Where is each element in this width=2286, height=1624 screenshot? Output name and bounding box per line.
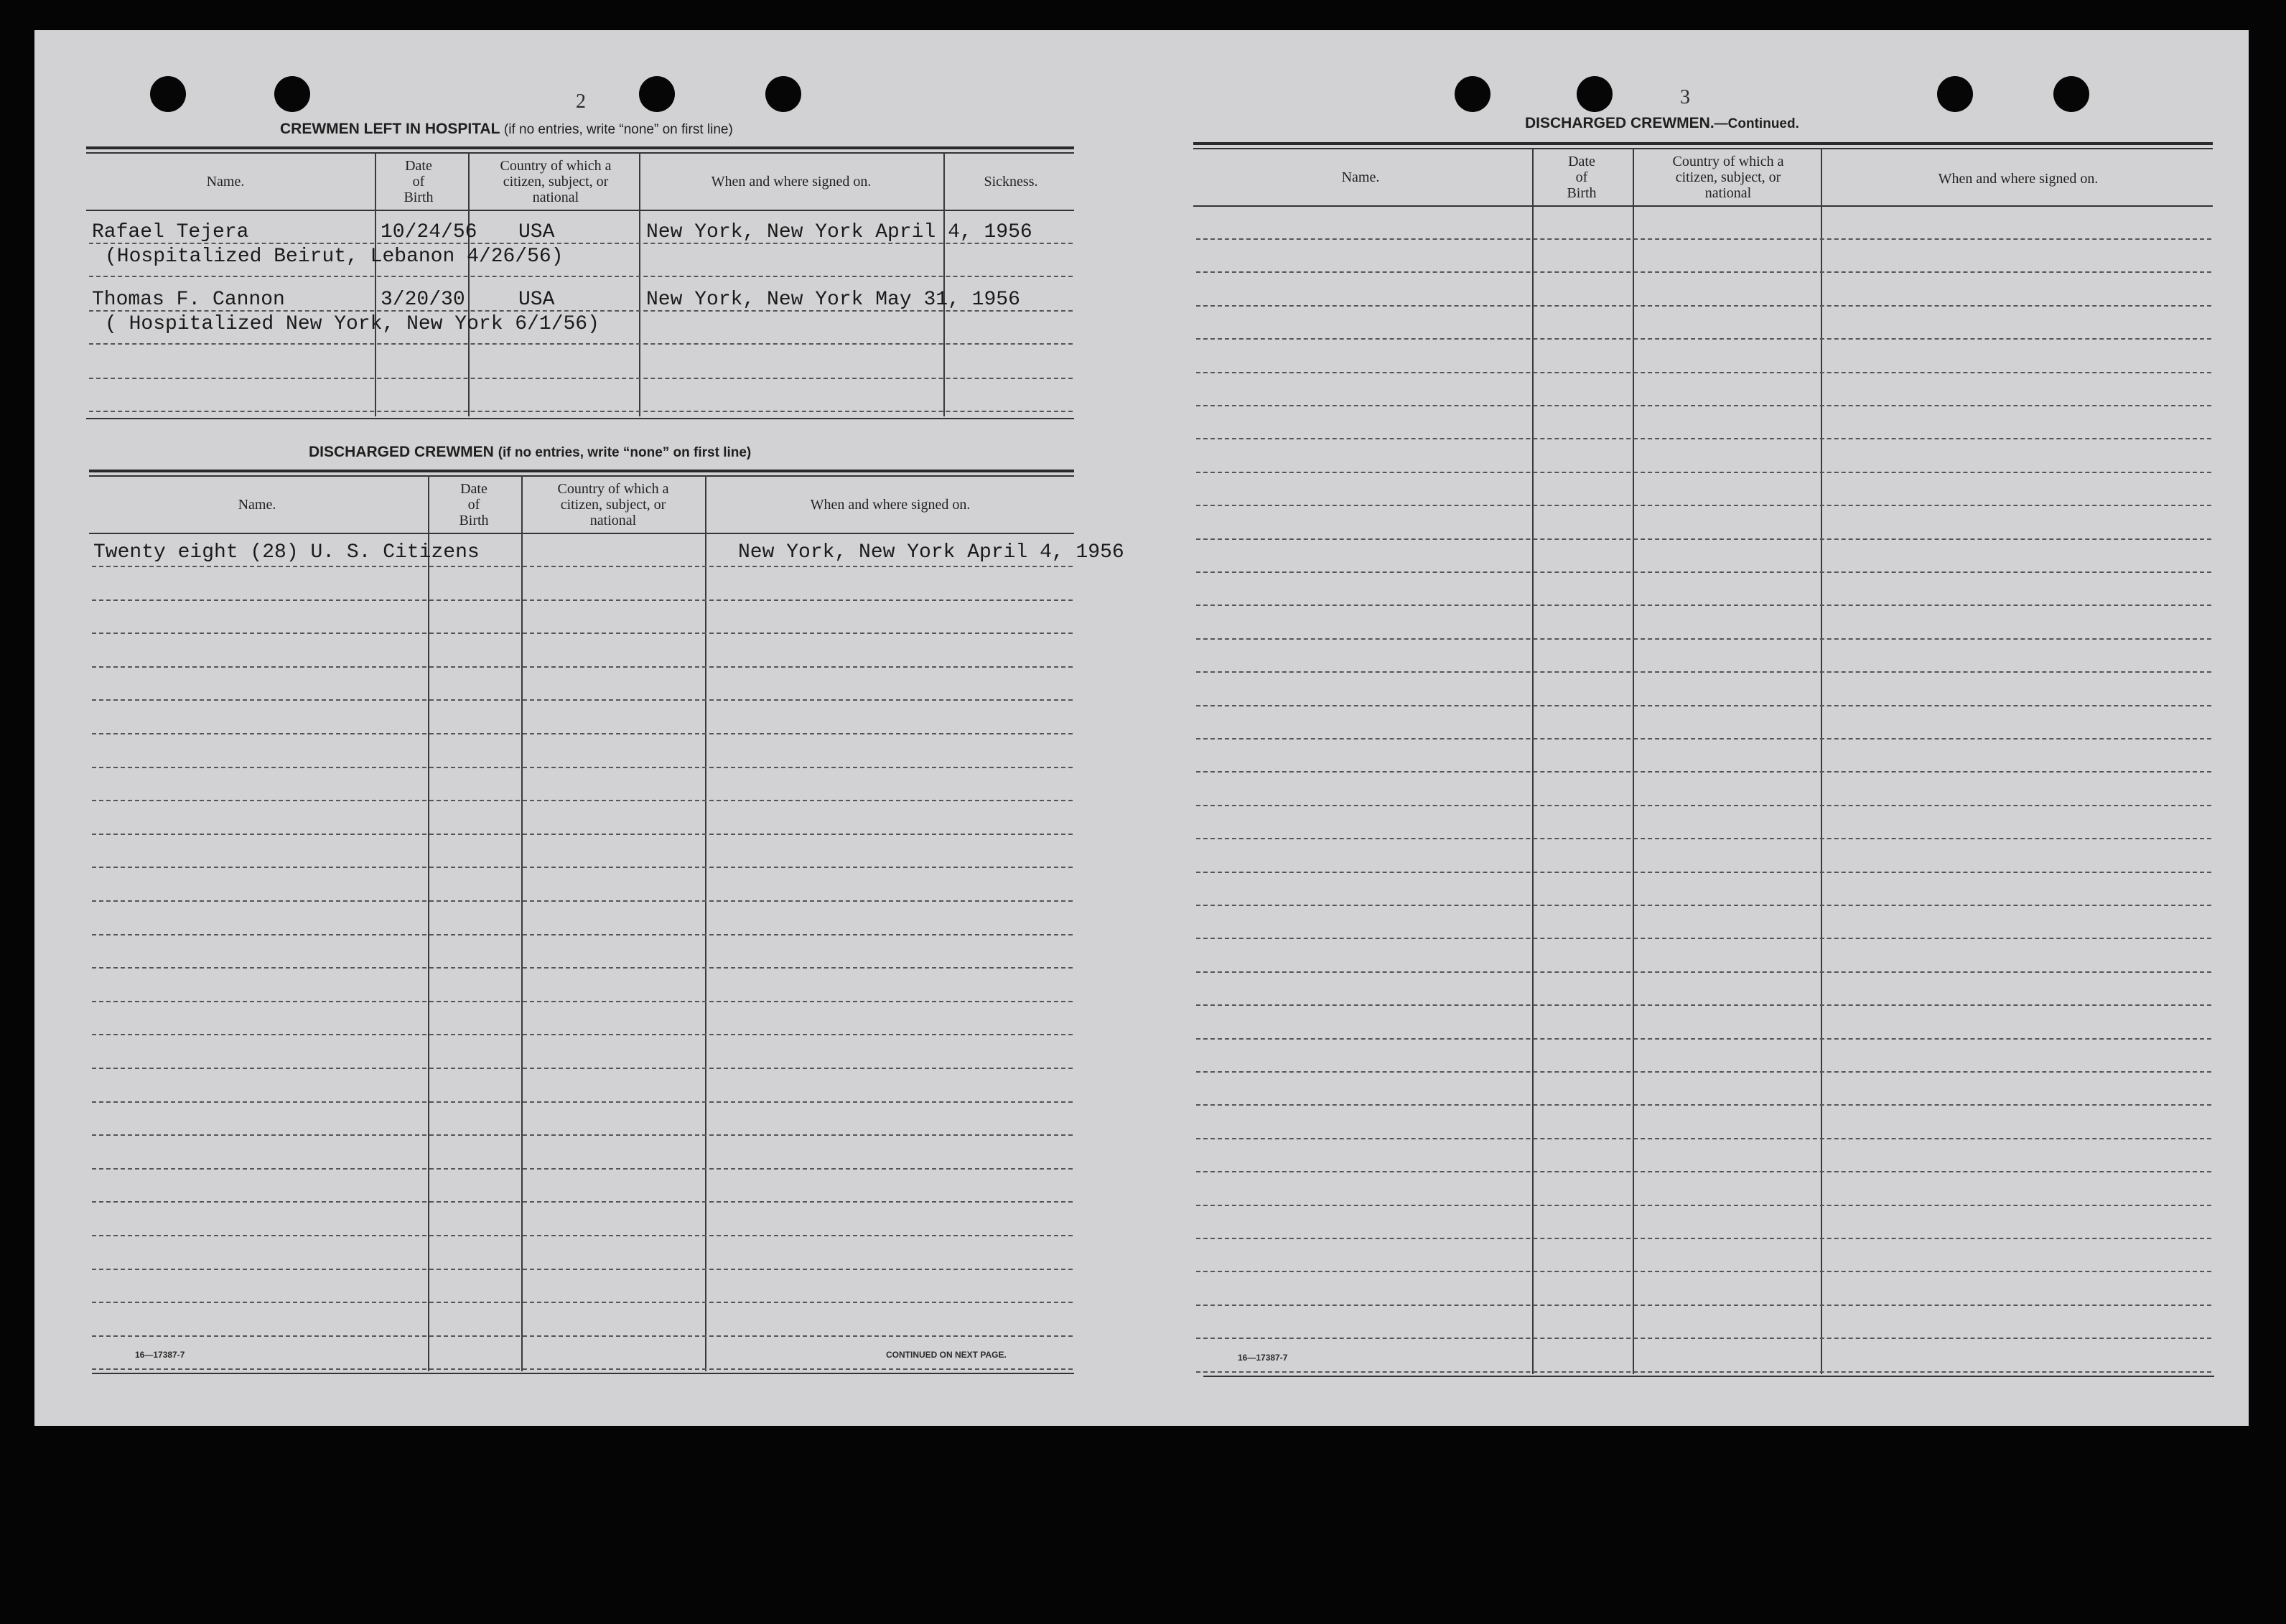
discharged-signed: New York, New York April 4, 1956 [738,541,1124,564]
hospital-name: Thomas F. Cannon [92,289,285,311]
column-divider [468,152,470,416]
entry-line [92,1068,1073,1069]
entry-line [92,1235,1073,1236]
entry-line [92,1201,1073,1203]
hospital-header-country: Country of which a citizen, subject, or national [500,158,612,205]
continued-header-name: Name. [1341,169,1380,185]
entry-line [1196,872,2211,873]
punch-hole [2053,76,2089,112]
entry-line [1196,971,2211,973]
form-number: 16—17387-7 [1238,1353,1288,1363]
entry-line [1196,738,2211,739]
entry-line [1196,938,2211,939]
entry-line [92,1101,1073,1103]
entry-line [1196,1071,2211,1073]
hospital-remark: ( Hospitalized New York, New York 6/1/56) [105,313,600,335]
discharged-top-rule-inner [89,475,1074,477]
column-divider [375,152,376,416]
entry-line [92,699,1073,701]
entry-line [92,1269,1073,1270]
hospital-country: USA [518,221,555,243]
punch-hole [765,76,801,112]
hospital-top-rule [86,146,1074,149]
entry-line [92,867,1073,868]
continued-top-rule-inner [1193,148,2213,149]
punch-hole [150,76,186,112]
entry-line [1196,438,2211,439]
discharged-bottom-rule [92,1373,1074,1374]
continued-top-rule [1193,142,2213,145]
entry-line [92,1302,1073,1303]
hospital-name: Rafael Tejera [92,221,249,243]
entry-line [1196,1138,2211,1139]
entry-line [92,633,1073,634]
entry-line [1196,238,2211,240]
entry-line [92,900,1073,902]
hospital-header-signed: When and where signed on. [711,174,872,190]
entry-line [92,1001,1073,1002]
continued-note: CONTINUED ON NEXT PAGE. [886,1350,1007,1360]
entry-line [1196,1371,2211,1373]
punch-hole [1577,76,1613,112]
hospital-country: USA [518,289,555,311]
entry-line [1196,405,2211,406]
continued-header-country: Country of which a citizen, subject, or national [1672,154,1784,201]
entry-line [92,666,1073,668]
entry-line [89,276,1073,277]
entry-line [89,378,1073,379]
discharged-name: Twenty eight (28) U. S. Citizens [93,541,480,564]
hospital-dob: 3/20/30 [381,289,465,311]
punch-hole [1937,76,1973,112]
hospital-signed: New York, New York April 4, 1956 [646,221,1032,243]
discharged-note: (if no entries, write “none” on first line) [498,445,752,460]
discharged-title: DISCHARGED CREWMEN [309,444,494,460]
hospital-top-rule-inner [86,152,1074,154]
continued-header-signed: When and where signed on. [1938,171,2099,187]
hospital-header-name: Name. [206,174,245,190]
entry-line [1196,305,2211,307]
entry-line [92,566,1073,567]
page-number: 2 [576,90,586,113]
hospital-header-dob: Date of Birth [403,158,434,205]
entry-line [1196,338,2211,340]
form-number: 16—17387-7 [135,1350,185,1360]
entry-line [1196,1238,2211,1239]
discharged-section-title [309,444,751,461]
entry-line [1196,1104,2211,1106]
entry-line [1196,805,2211,806]
column-divider [1532,148,1534,1374]
document-sheet [34,30,2249,1426]
entry-line [92,1335,1073,1337]
entry-line [1196,372,2211,373]
column-divider [639,152,640,416]
entry-line [92,1034,1073,1035]
continued-header-dob: Date of Birth [1567,154,1597,201]
hospital-bottom-rule [86,418,1074,419]
entry-line [92,1368,1073,1370]
continued-bottom-rule [1203,1376,2214,1377]
hospital-signed: New York, New York May 31, 1956 [646,289,1020,311]
entry-line [1196,1305,2211,1306]
entry-line [1196,671,2211,673]
punch-hole [274,76,310,112]
hospital-dob: 10/24/56 [381,221,477,243]
hospital-section-title [280,121,733,138]
column-divider [1821,148,1822,1374]
page-number: 3 [1680,86,1690,108]
hospital-title: CREWMEN LEFT IN HOSPITAL [280,121,500,137]
continued-suffix: —Continued. [1714,116,1799,131]
discharged-header-name: Name. [238,497,276,513]
discharged-top-rule [89,470,1074,472]
column-divider [705,475,706,1371]
entry-line [1196,1004,2211,1006]
entry-line [89,343,1073,345]
entry-line [92,767,1073,768]
entry-line [1196,571,2211,573]
hospital-header-rule [86,210,1074,211]
entry-line [92,599,1073,601]
entry-line [1196,1171,2211,1172]
punch-hole [1455,76,1490,112]
entry-line [1196,472,2211,473]
entry-line [1196,771,2211,773]
column-divider [943,152,945,416]
entry-line [1196,605,2211,606]
entry-line [92,733,1073,734]
entry-line [92,934,1073,935]
entry-line [1196,538,2211,540]
entry-line [1196,905,2211,906]
hospital-note: (if no entries, write “none” on first line) [503,122,733,137]
entry-line [1196,1338,2211,1339]
entry-line [1196,1271,2211,1272]
punch-hole [639,76,675,112]
column-divider [428,475,429,1371]
entry-line [92,1168,1073,1170]
entry-line [92,800,1073,801]
discharged-header-signed: When and where signed on. [810,497,971,513]
entry-line [1196,705,2211,706]
entry-line [1196,838,2211,839]
discharged-header-country: Country of which a citizen, subject, or national [557,481,669,528]
entry-line [1196,271,2211,273]
continued-section-title [1525,115,1799,132]
column-divider [521,475,523,1371]
hospital-header-sickness: Sickness. [984,174,1038,190]
discharged-header-dob: Date of Birth [459,481,489,528]
entry-line [92,1134,1073,1136]
discharged-header-rule [89,533,1074,534]
entry-line [92,834,1073,835]
entry-line [1196,505,2211,506]
continued-title: DISCHARGED CREWMEN. [1525,115,1714,131]
entry-line [1196,1038,2211,1040]
entry-line [92,967,1073,969]
entry-line [1196,1205,2211,1206]
entry-line [89,411,1073,412]
continued-header-rule [1193,205,2213,207]
entry-line [1196,638,2211,640]
hospital-remark: (Hospitalized Beirut, Lebanon 4/26/56) [105,246,564,268]
column-divider [1633,148,1634,1374]
